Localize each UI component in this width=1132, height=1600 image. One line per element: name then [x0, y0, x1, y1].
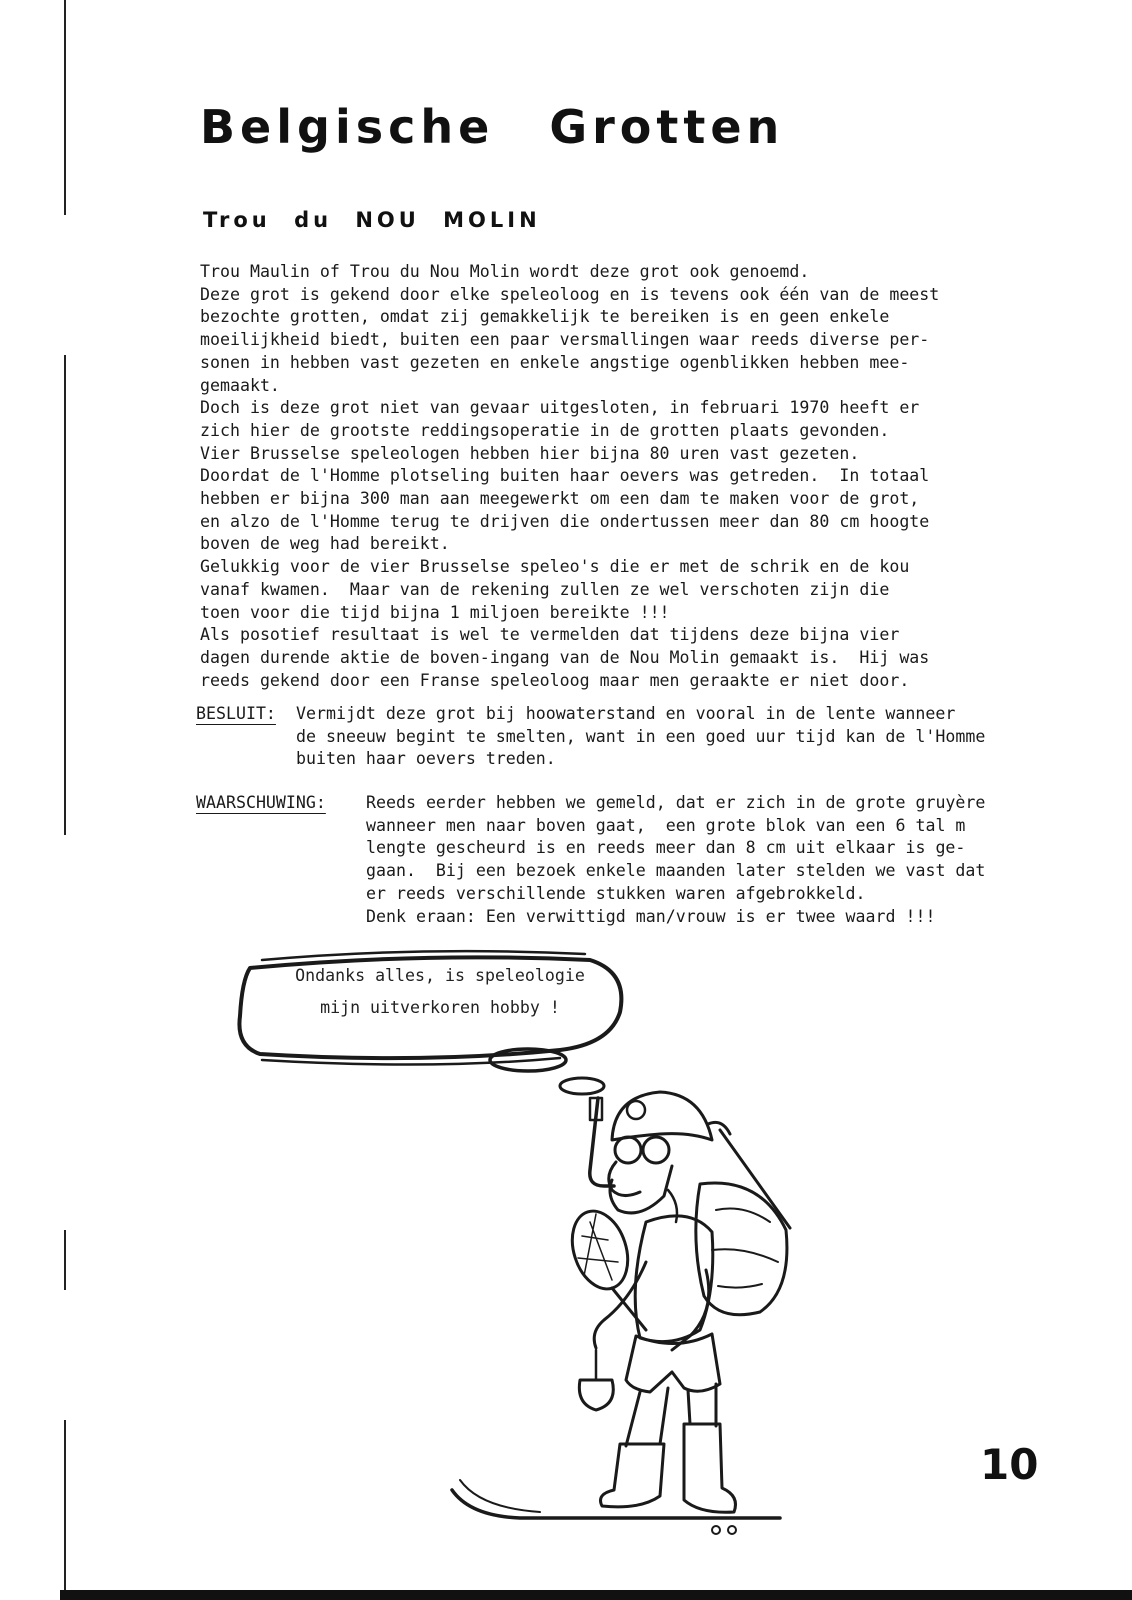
- warning-label: WAARSCHUWING:: [196, 793, 326, 812]
- conclusion-text: Vermijdt deze grot bij hoowaterstand en vooral in de lente wanneer de sneeuw begint te smelten, want in een goed uur tijd kan de l'Homme buiten haar oevers treden.: [296, 704, 986, 769]
- warning-text: Reeds eerder hebben we gemeld, dat er zich in de grote gruyère wanneer men naar boven gaat, een grote blok van een 6 tal m lengte gescheurd is en reeds meer dan 8 cm uit elkaar is ge- gaan. Bij een bezoek enkele maanden later stelden we vast dat er reeds verschillende stukken waren afgebrokkeld. Denk eraan: Een verwittigd man/vrouw is er twee waard !!!: [366, 793, 986, 926]
- page-number: 10: [980, 1440, 1039, 1489]
- thought-bubble-trail-small: [560, 1078, 604, 1094]
- conclusion-label: BESLUIT:: [196, 704, 276, 723]
- bubble-text-line-1: Ondanks alles, is speleologie: [295, 966, 585, 985]
- page-bottom-edge: [60, 1590, 1132, 1600]
- article-body: Trou Maulin of Trou du Nou Molin wordt deze grot ook genoemd. Deze grot is gekend door elke speleoloog en is tevens ook één van de meest bezochte grotten, omdat zij gemakkelijk te bereiken is en geen enkele moeilijkheid biedt, buiten een paar versmallingen waar reeds diverse per- sonen in hebben vast gezeten en enkele angstige ogenblikken hebben mee- gemaakt. Doch is deze grot niet van gevaar uitgesloten, in februari 1970 heeft er zich hier de grootste reddingsoperatie in de grotten plaats gevonden. Vier Brusselse speleologen hebben hier bijna 80 uren vast gezeten. Doordat de l'Homme plotseling buiten haar oevers was getreden. In totaal hebben er bijna 300 man aan meegewerkt om een dam te maken voor de grot, en alzo de l'Homme terug te drijven die ondertussen meer dan 80 cm hoogte boven de weg had bereikt. Gelukkig voor de vier Brusselse speleo's die er met de schrik en de kou vanaf kwamen. Maar van de rekening zullen ze wel verschoten zijn die toen voor die tijd bijna 1 miljoen bereikte !!! Als posotief resultaat is wel te vermelden dat tijdens deze bijna vier dagen durende aktie de boven-ingang van de Nou Molin gemaakt is. Hij was reeds gekend door een Franse speleoloog maar men geraakte er niet door.: [200, 262, 940, 690]
- article-subtitle: Trou du NOU MOLIN: [203, 208, 541, 232]
- caver-boot-right: [684, 1424, 736, 1512]
- lantern: [579, 1380, 613, 1410]
- page-title: Belgische Grotten: [200, 100, 785, 154]
- bubble-text-line-2: mijn uitverkoren hobby !: [320, 998, 560, 1017]
- caver-shorts: [626, 1334, 720, 1392]
- caver-helmet: [612, 1092, 712, 1140]
- caver-boot-left: [601, 1444, 665, 1507]
